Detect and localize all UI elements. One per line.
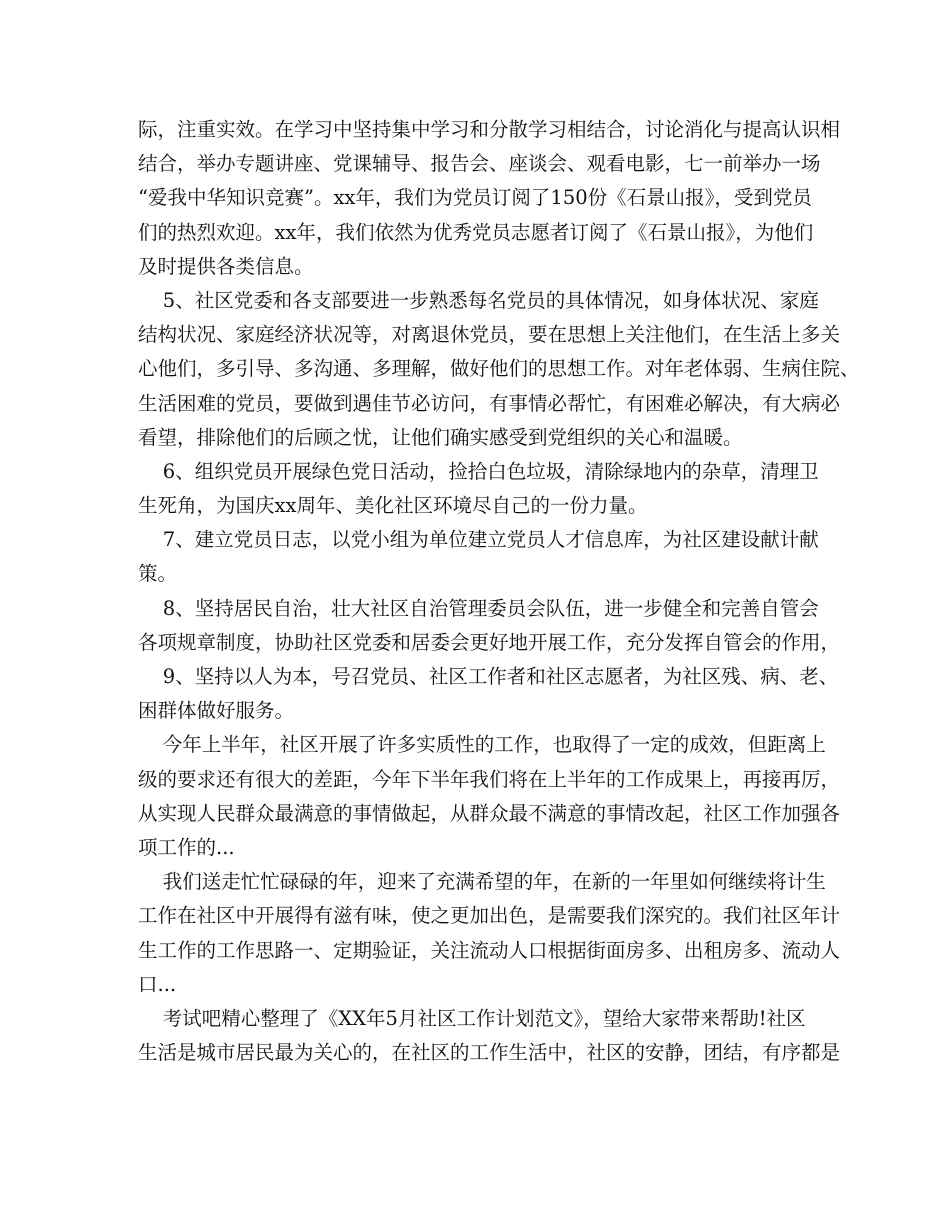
text-line: 项工作的...	[138, 835, 235, 859]
text-line: 我们送走忙忙碌碌的年，迎来了充满希望的年，在新的一年里如何继续将计生	[138, 870, 826, 894]
text-line: 级的要求还有很大的差距，今年下半年我们将在上半年的工作成果上，再接再厉，	[138, 767, 841, 791]
text-line: 7、建立党员日志，以党小组为单位建立党员人才信息库，为社区建设献计献	[138, 528, 819, 552]
text-line: 口...	[138, 972, 177, 996]
text-line: 生死角，为国庆xx周年、美化社区环境尽自己的一份力量。	[138, 494, 648, 518]
text-line: 及时提供各类信息。	[138, 254, 314, 278]
text-line: 今年上半年，社区开展了许多实质性的工作，也取得了一定的成效，但距离上	[138, 733, 826, 757]
text-line: 心他们，多引导、多沟通、多理解，做好他们的思想工作。对年老体弱、生病住院、	[138, 357, 860, 381]
text-line: 结构状况、家庭经济状况等，对离退休党员，要在思想上关注他们，在生活上多关	[138, 323, 841, 347]
text-line: 8、坚持居民自治，壮大社区自治管理委员会队伍，进一步健全和完善自管会	[138, 596, 819, 620]
document-body	[138, 113, 860, 1070]
text-line: 9、坚持以人为本，号召党员、社区工作者和社区志愿者，为社区残、病、老、	[138, 665, 839, 688]
text-line: 生活困难的党员，要做到遇佳节必访问，有事情必帮忙，有困难必解决，有大病必	[138, 391, 841, 415]
text-line: 看望，排除他们的后顾之忧，让他们确实感受到党组织的关心和温暖。	[138, 425, 743, 449]
text-line: 结合，举办专题讲座、党课辅导、报告会、座谈会、观看电影，七一前举办一场	[138, 152, 821, 176]
text-line: 各项规章制度，协助社区党委和居委会更好地开展工作，充分发挥自管会的作用，	[138, 630, 841, 654]
text-line: 们的热烈欢迎。xx年，我们依然为优秀党员志愿者订阅了《石景山报》，为他们	[138, 220, 814, 244]
text-line: 生工作的工作思路一、定期验证，关注流动人口根据街面房多、出租房多、流动人	[138, 938, 841, 962]
text-line: 际，注重实效。在学习中坚持集中学习和分散学习相结合，讨论消化与提高认识相	[138, 118, 841, 141]
text-line: 生活是城市居民最为关心的，在社区的工作生活中，社区的安静，团结，有序都是	[138, 1041, 841, 1065]
text-line: 考试吧精心整理了《XX年5月社区工作计划范文》，望给大家带来帮助!社区	[138, 1006, 806, 1030]
text-line: 从实现人民群众最满意的事情做起，从群众最不满意的事情改起，社区工作加强各	[138, 801, 841, 825]
text-line: 策。	[138, 562, 178, 586]
text-line: 6、组织党员开展绿色党日活动，捡拾白色垃圾，清除绿地内的杂草，清理卫	[138, 459, 819, 483]
text-line: 困群体做好服务。	[138, 699, 295, 723]
text-line: “爱我中华知识竞赛”。xx年，我们为党员订阅了150份《石景山报》，受到党员	[138, 186, 812, 210]
text-line: 5、社区党委和各支部要进一步熟悉每名党员的具体情况，如身体状况、家庭	[138, 288, 819, 312]
text-line: 工作在社区中开展得有滋有味，使之更加出色，是需要我们深究的。我们社区年计	[138, 904, 841, 928]
